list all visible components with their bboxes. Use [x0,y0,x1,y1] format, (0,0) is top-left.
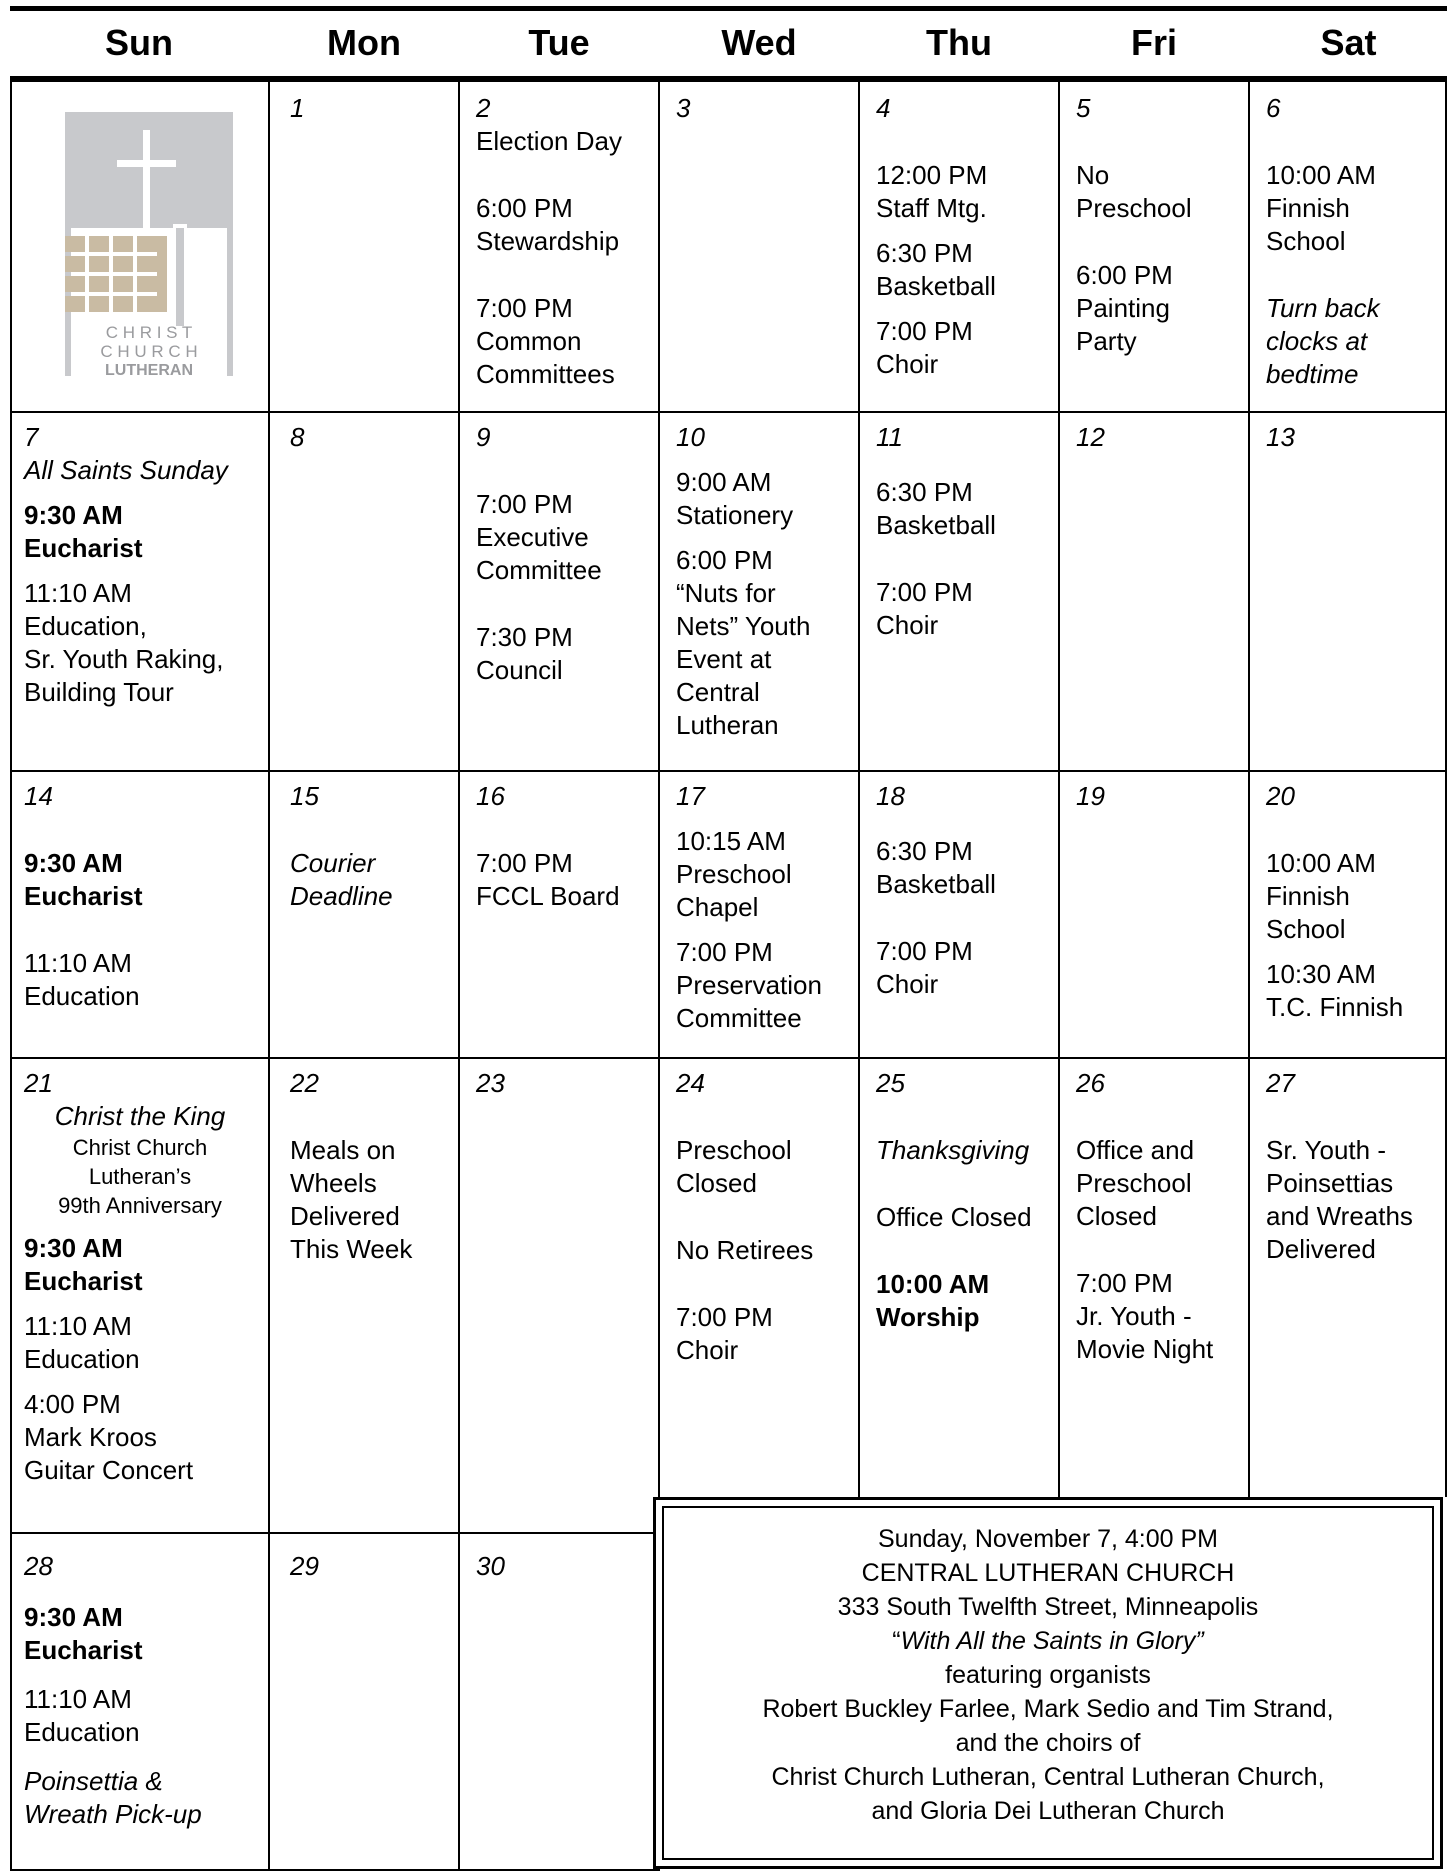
event-text: Central [676,677,760,707]
event-time: 6:30 PM [876,477,973,507]
event-text: Education [24,1717,140,1747]
day-number: 21 [24,1068,53,1098]
event-text: Stationery [676,500,794,530]
day-number: 30 [476,1551,505,1581]
event-text: No Retirees [676,1235,814,1265]
event-text: Sr. Youth Raking, [24,644,224,674]
event-text: Closed [676,1168,757,1198]
event-text: Preschool [1076,1168,1192,1198]
event-text: Chapel [676,892,759,922]
event-time: 11:10 AM [24,1684,132,1714]
event-time: 10:15 AM [676,826,786,856]
event-time: 9:30 AM [24,848,123,878]
event-note: Turn back [1266,293,1380,323]
day-cell [290,780,393,913]
day-number: 26 [1076,1068,1105,1098]
event-time: 6:30 PM [876,238,973,268]
event-text: Basketball [876,510,996,540]
day-cell [24,1550,202,1831]
event-text: Choir [676,1335,739,1365]
day-cell [1076,92,1192,358]
notice-line: Sunday, November 7, 4:00 PM [878,1525,1218,1553]
day-cell [1266,1067,1413,1266]
event-text: Eucharist [24,1266,143,1296]
event-time: 9:00 AM [676,467,772,497]
day-cell [476,780,620,913]
event-time: 7:00 PM [476,293,573,323]
day-cell [290,1067,412,1266]
event-text: Education [24,981,140,1011]
event-time: 4:00 PM [24,1389,121,1419]
day-number: 8 [290,422,305,452]
event-text: Office Closed [876,1202,1032,1232]
event-time: 7:00 PM [876,577,973,607]
day-header-fri: Fri [1130,22,1177,63]
concert-notice-box [653,1497,1443,1869]
event-text: Sr. Youth - [1266,1135,1386,1165]
day-number: 18 [876,781,905,811]
event-text: T.C. Finnish [1266,992,1404,1022]
grid-line [268,80,270,1871]
calendar [10,0,1447,1871]
event-text: Painting [1076,293,1170,323]
day-number: 25 [876,1068,905,1098]
event-text: Movie Night [1076,1334,1214,1364]
event-text: Basketball [876,869,996,899]
day-number: 27 [1266,1068,1295,1098]
event-text: Meals on [290,1135,396,1165]
event-text: Eucharist [24,881,143,911]
logo-text-3: LUTHERAN [105,362,193,376]
event-text: Committee [676,1003,802,1033]
event-text: Wheels [290,1168,377,1198]
day-cell [290,1550,319,1583]
event-text: Choir [876,969,939,999]
concert-title: With All the Saints in Glory” [900,1627,1204,1655]
day-cell [24,1067,256,1487]
event-text: Party [1076,326,1137,356]
event-text: Executive [476,522,589,552]
event-text: Preservation [676,970,822,1000]
event-note: clocks at [1266,326,1368,356]
event-time: 11:10 AM [24,578,132,608]
event-text: Delivered [1266,1234,1376,1264]
day-cell [476,92,622,391]
day-cell [1266,780,1403,1024]
event-note: Courier [290,848,376,878]
day-number: 20 [1266,781,1295,811]
event-time: 7:00 PM [876,936,973,966]
day-number: 3 [676,93,691,123]
day-number: 6 [1266,93,1281,123]
event-time: 10:00 AM [876,1269,990,1299]
event-text: Preschool [676,859,792,889]
grid-line [1445,80,1447,1497]
day-number: 22 [290,1068,319,1098]
day-number: 5 [1076,93,1091,123]
event-time: 7:00 PM [676,937,773,967]
event-note: Poinsettia & [24,1766,163,1796]
day-cell [476,421,602,687]
event-time: 11:10 AM [24,948,132,978]
grid-line [1248,80,1250,1497]
event-text: School [1266,914,1346,944]
day-cell [290,421,304,454]
day-number: 17 [676,781,705,811]
event-time: 10:00 AM [1266,160,1376,190]
day-number: 28 [24,1551,53,1581]
event-text: School [1266,226,1346,256]
event-text: Guitar Concert [24,1455,194,1485]
day-cell [676,92,690,125]
event-text: Lutheran’s [88,1164,192,1189]
event-time: 9:30 AM [24,500,123,530]
day-number: 9 [476,422,491,452]
day-cell [1076,780,1105,813]
event-text: Finnish [1266,193,1350,223]
day-number: 24 [676,1068,705,1098]
event-text: Worship [876,1302,980,1332]
notice-line: and Gloria Dei Lutheran Church [871,1797,1225,1825]
day-number: 7 [24,422,39,452]
event-note: Deadline [290,881,393,911]
event-note: All Saints Sunday [24,455,228,485]
event-text: “Nuts for [676,578,776,608]
day-number: 23 [476,1068,505,1098]
logo-text-1: C H R I S T [105,323,193,342]
day-cell [676,780,822,1035]
day-cell [1266,92,1380,391]
event-time: 7:00 PM [476,489,573,519]
day-cell [1266,421,1295,454]
event-time: 10:00 AM [1266,848,1376,878]
day-number: 10 [676,422,705,452]
event-text: Building Tour [24,677,174,707]
grid-line [458,80,460,1871]
day-number: 12 [1076,422,1105,452]
day-cell [676,421,810,742]
event-text: Staff Mtg. [876,193,987,223]
day-cell [876,780,996,1001]
day-cell [876,92,996,381]
event-text: Choir [876,349,939,379]
event-text: Closed [1076,1201,1157,1231]
event-text: Poinsettias [1266,1168,1394,1198]
event-text: Office and [1076,1135,1195,1165]
day-cell [676,1067,813,1367]
event-note: Thanksgiving [876,1135,1030,1165]
notice-line: Christ Church Lutheran, Central Lutheran Church, [771,1763,1325,1791]
day-header-sun: Sun [105,22,173,63]
grid-line [858,80,860,1497]
event-note: bedtime [1266,359,1359,389]
grid-line [10,770,1447,772]
event-text: Jr. Youth - [1076,1301,1192,1331]
day-number: 1 [290,93,305,123]
top-rule [10,6,1447,11]
grid-line [658,80,660,1497]
notice-line: CENTRAL LUTHERAN CHURCH [861,1559,1235,1587]
day-cell [476,1550,505,1583]
day-number: 14 [24,781,53,811]
event-note: Wreath Pick-up [24,1799,202,1829]
logo-text-2: C H U R C H [100,342,198,361]
event-text: Finnish [1266,881,1350,911]
day-number: 29 [290,1551,319,1581]
event-time: 6:00 PM [676,545,773,575]
event-time: 7:00 PM [476,848,573,878]
day-cell [476,1067,505,1100]
event-text: Education, [24,611,147,641]
event-text: Council [476,655,563,685]
event-time: 7:00 PM [876,316,973,346]
event-text: Common [476,326,582,356]
day-header-mon: Mon [327,22,401,63]
event-text: Lutheran [676,710,779,740]
event-time: 7:00 PM [1076,1268,1173,1298]
notice-line: “With All the Saints in Glory” [892,1627,1204,1655]
day-cell [1076,421,1105,454]
event-time: 6:00 PM [476,193,573,223]
day-cell [876,421,996,642]
event-time: 7:30 PM [476,622,573,652]
event-text: 99th Anniversary [58,1193,222,1218]
event-time: 6:00 PM [1076,260,1173,290]
day-number: 13 [1266,422,1295,452]
event-time: 12:00 PM [876,160,988,190]
event-text: Nets” Youth [676,611,811,641]
event-text: Preschool [676,1135,792,1165]
day-cell [24,421,228,709]
notice-line: featuring organists [945,1661,1151,1689]
event-text: FCCL Board [476,881,620,911]
notice-text [656,1522,1440,1828]
day-cell [876,1067,1032,1334]
event-text: Election Day [476,126,622,156]
event-text: Committee [476,555,602,585]
event-text: Basketball [876,271,996,301]
day-number: 4 [876,93,891,123]
grid-line [1058,80,1060,1497]
day-header-wed: Wed [721,22,797,63]
notice-line: Robert Buckley Farlee, Mark Sedio and Tim Strand, [762,1695,1334,1723]
event-note: Christ the King [54,1101,226,1131]
event-time: 9:30 AM [24,1233,123,1263]
day-cell [1076,1067,1213,1366]
event-text: Committees [476,359,615,389]
grid-line [10,80,12,1871]
grid-line [10,411,1447,413]
day-header-sat: Sat [1320,22,1377,63]
event-time: 9:30 AM [24,1602,123,1632]
header-rule [10,76,1447,82]
event-time: 11:10 AM [24,1311,132,1341]
event-text: Mark Kroos [24,1422,157,1452]
event-text: Preschool [1076,193,1192,223]
day-number: 15 [290,781,319,811]
notice-line: 333 South Twelfth Street, Minneapolis [837,1593,1259,1621]
day-header-thu: Thu [926,22,992,63]
event-text: Eucharist [24,1635,143,1665]
day-cell [24,780,143,1013]
day-number: 2 [476,93,491,123]
notice-line: and the choirs of [955,1729,1141,1757]
day-cell [290,92,304,125]
event-text: Choir [876,610,939,640]
event-text: Event at [676,644,772,674]
event-text: This Week [290,1234,413,1264]
event-time: 7:00 PM [676,1302,773,1332]
event-text: Stewardship [476,226,620,256]
event-text: Christ Church [72,1135,208,1160]
event-time: 6:30 PM [876,836,973,866]
event-text: and Wreaths [1266,1201,1413,1231]
church-logo [65,112,233,376]
day-number: 11 [876,422,903,452]
event-text: Delivered [290,1201,400,1231]
grid-line [10,1532,660,1534]
event-time: 10:30 AM [1266,959,1376,989]
day-number: 19 [1076,781,1105,811]
event-text: No [1076,160,1110,190]
event-text: Education [24,1344,140,1374]
event-text: Eucharist [24,533,143,563]
day-number: 16 [476,781,505,811]
day-header-tue: Tue [528,22,590,63]
grid-line [10,1057,1447,1059]
